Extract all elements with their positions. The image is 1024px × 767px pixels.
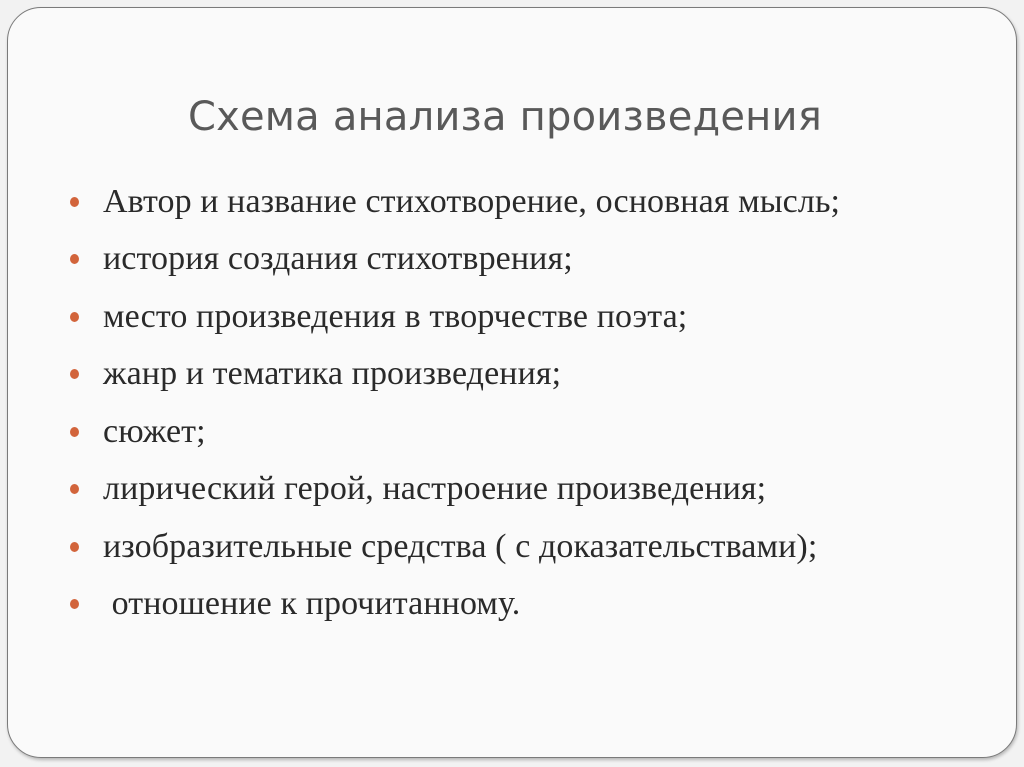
bullet-text: место произведения в творчестве поэта; bbox=[103, 297, 688, 335]
bullet-text: история создания стихотврения; bbox=[103, 240, 573, 278]
bullet-text: Автор и название стихотворение, основная мысль; bbox=[103, 182, 841, 220]
slide-frame bbox=[7, 7, 1017, 758]
bullet-item bbox=[70, 461, 840, 519]
bullet-dot-icon bbox=[70, 484, 79, 494]
bullet-list bbox=[70, 173, 840, 633]
bullet-item bbox=[70, 403, 840, 461]
bullet-item bbox=[70, 288, 840, 346]
bullet-dot-icon bbox=[70, 542, 79, 552]
bullet-text: изобразительные средства ( с доказательствами); bbox=[103, 527, 818, 565]
bullet-text: отношение к прочитанному. bbox=[103, 585, 521, 623]
bullet-dot-icon bbox=[70, 254, 79, 264]
slide-title: Схема анализа произведения bbox=[188, 94, 822, 140]
bullet-item bbox=[70, 346, 840, 404]
bullet-dot-icon bbox=[70, 427, 79, 437]
bullet-text: жанр и тематика произведения; bbox=[103, 355, 562, 393]
bullet-text: лирический герой, настроение произведения; bbox=[103, 470, 767, 508]
bullet-dot-icon bbox=[70, 197, 79, 207]
bullet-dot-icon bbox=[70, 369, 79, 379]
bullet-item bbox=[70, 576, 840, 634]
bullet-dot-icon bbox=[70, 312, 79, 322]
bullet-item bbox=[70, 173, 840, 231]
bullet-text: сюжет; bbox=[103, 412, 206, 450]
bullet-item bbox=[70, 231, 840, 289]
bullet-dot-icon bbox=[70, 599, 79, 609]
bullet-item bbox=[70, 518, 840, 576]
